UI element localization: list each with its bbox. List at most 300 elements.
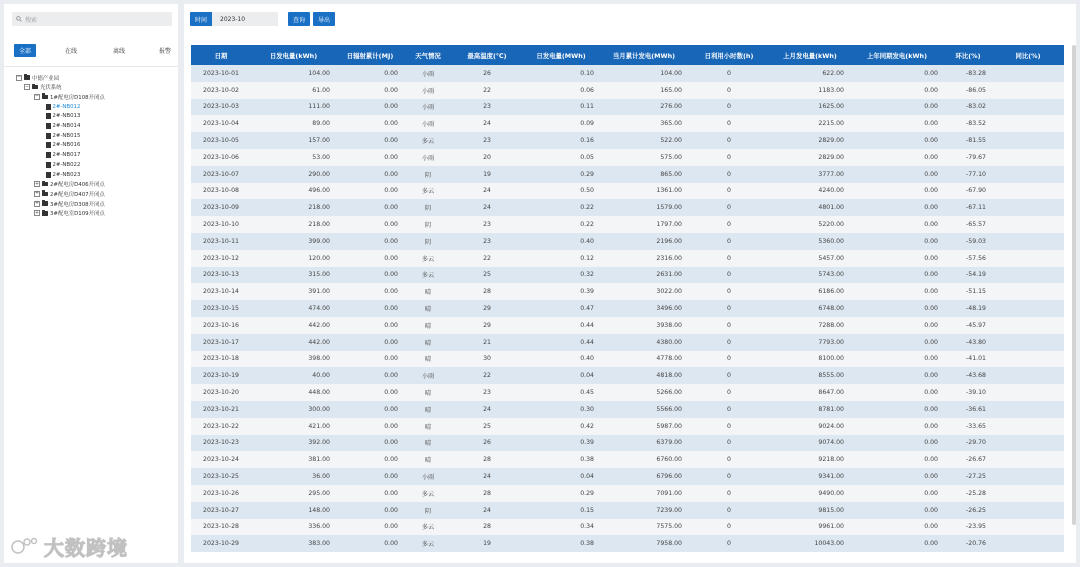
folder-icon [42,201,48,206]
table-cell: 0.05 [522,149,600,166]
table-cell: 2196.00 [600,233,688,250]
table-cell: 2023-10-21 [191,401,251,418]
table-row [191,132,1064,149]
table-cell: 0 [688,233,770,250]
table-cell: 0.00 [336,183,404,200]
table-cell: 40.00 [251,367,336,384]
tree-node-label: 3#配电室D109开闭点 [50,211,105,218]
table-cell: 24 [452,502,522,519]
table-cell: 0.00 [336,367,404,384]
table-row [191,519,1064,536]
table-cell: 2023-10-07 [191,166,251,183]
table-cell: 0 [688,65,770,82]
table-cell: 865.00 [600,166,688,183]
table-row [191,99,1064,116]
table-cell: 111.00 [251,99,336,116]
table-cell: 2023-10-20 [191,384,251,401]
table-cell: 0.44 [522,317,600,334]
table-cell: 104.00 [600,65,688,82]
device-icon [46,162,51,168]
tree-node[interactable] [16,73,59,82]
tree-node[interactable] [24,83,62,92]
table-cell: -39.10 [944,384,992,401]
tree-node[interactable] [34,199,105,208]
table-cell: 0.00 [850,216,944,233]
tree-node-label: 2#-NB014 [52,123,81,129]
table-cell: 381.00 [251,451,336,468]
table-cell: 0.06 [522,82,600,99]
tree-node[interactable] [34,209,105,218]
table-cell: 0.00 [336,435,404,452]
table-row [191,149,1064,166]
table-cell [992,451,1064,468]
table-cell: 295.00 [251,485,336,502]
column-header: 天气情况 [404,45,452,65]
table-cell [992,99,1064,116]
table-cell: 0.11 [522,99,600,116]
table-cell: 晴 [404,401,452,418]
collapse-icon[interactable]: − [24,83,30,90]
table-cell: 290.00 [251,166,336,183]
table-cell: 442.00 [251,317,336,334]
table-cell: 165.00 [600,82,688,99]
table-cell: 2023-10-08 [191,183,251,200]
table-cell: 5987.00 [600,418,688,435]
column-header: 环比(%) [944,45,992,65]
table-cell: 晴 [404,351,452,368]
table-row [191,435,1064,452]
table-cell: 391.00 [251,283,336,300]
table-cell: 398.00 [251,351,336,368]
table-cell: -54.19 [944,267,992,284]
table-cell: 多云 [404,132,452,149]
table-cell: -27.25 [944,468,992,485]
table-cell: 6796.00 [600,468,688,485]
table-cell: 多云 [404,267,452,284]
table-cell: 622.00 [770,65,850,82]
table-cell: 448.00 [251,384,336,401]
tree-node[interactable] [46,112,80,121]
table-cell: 24 [452,199,522,216]
table-cell: 26 [452,65,522,82]
table-row [191,351,1064,368]
device-sidebar [4,4,178,563]
search-button[interactable]: 查询 [288,12,310,26]
table-cell: -79.67 [944,149,992,166]
table-cell: 148.00 [251,502,336,519]
table-cell: 0.00 [850,233,944,250]
export-button[interactable]: 导出 [313,12,335,26]
tree-node-label: 2#-NB013 [52,113,81,120]
table-cell: 0.00 [850,166,944,183]
table-cell: 0 [688,82,770,99]
table-cell: 多云 [404,183,452,200]
table-cell: 0.00 [336,351,404,368]
table-row [191,418,1064,435]
table-cell: 阴 [404,216,452,233]
table-cell: 0 [688,183,770,200]
table-scrollbar[interactable] [1072,45,1076,525]
table-cell: 5220.00 [770,216,850,233]
table-cell: 9341.00 [770,468,850,485]
table-cell: 2023-10-25 [191,468,251,485]
device-icon [46,142,51,148]
tree-node-label: 2#-NB023 [52,171,81,178]
table-cell: 0.00 [336,485,404,502]
table-cell: 0.00 [336,519,404,536]
table-row [191,183,1064,200]
table-cell: 0 [688,334,770,351]
expand-icon[interactable]: + [34,200,40,207]
tree-node[interactable] [46,141,80,150]
table-row [191,535,1064,552]
table-cell: 晴 [404,283,452,300]
column-header: 日利用小时数(h) [688,45,770,65]
table-cell: 53.00 [251,149,336,166]
filter-alarm-button[interactable]: 报警 [158,48,171,55]
device-icon [46,152,51,158]
table-cell: 0.15 [522,502,600,519]
table-cell: 0.00 [850,267,944,284]
table-cell: 20 [452,149,522,166]
table-row [191,250,1064,267]
device-icon [46,113,51,119]
table-cell: 120.00 [251,250,336,267]
table-cell: 4778.00 [600,351,688,368]
table-cell: 0.00 [850,435,944,452]
table-cell: -83.28 [944,65,992,82]
filter-offline-button[interactable]: 离线 [112,48,125,55]
table-cell [992,317,1064,334]
table-cell: 2023-10-28 [191,519,251,536]
table-cell: 2023-10-13 [191,267,251,284]
collapse-icon[interactable]: − [34,93,40,100]
table-cell: 1579.00 [600,199,688,216]
table-cell: 0.00 [336,250,404,267]
collapse-icon[interactable]: − [16,74,22,80]
table-cell: 5360.00 [770,233,850,250]
column-header: 当月累计发电(MWh) [600,45,688,65]
column-header: 上年同期发电(kWh) [850,45,944,65]
table-cell: 阴 [404,502,452,519]
table-cell: 1183.00 [770,82,850,99]
expand-icon[interactable]: + [34,180,40,187]
table-cell [992,233,1064,250]
tree-node[interactable] [46,151,80,160]
table-cell: 晴 [404,418,452,435]
report-table [191,45,1064,552]
device-icon [46,123,51,129]
table-cell: 0 [688,502,770,519]
table-cell: 522.00 [600,132,688,149]
table-cell: 0.00 [336,149,404,166]
expand-icon[interactable]: + [34,190,40,197]
table-cell: 0.09 [522,115,600,132]
table-cell: 442.00 [251,334,336,351]
table-cell: 157.00 [251,132,336,149]
table-cell: 24 [452,401,522,418]
folder-icon [24,75,30,80]
tree-node[interactable] [34,189,105,198]
table-cell: 0.00 [336,216,404,233]
table-cell: -43.68 [944,367,992,384]
table-cell: 3777.00 [770,166,850,183]
table-row [191,451,1064,468]
column-header: 日发电量(MWh) [522,45,600,65]
table-cell: 3938.00 [600,317,688,334]
table-cell [992,502,1064,519]
table-cell: 2023-10-29 [191,535,251,552]
table-row [191,384,1064,401]
table-cell: -25.28 [944,485,992,502]
table-cell: 2023-10-22 [191,418,251,435]
table-cell: 0.00 [336,82,404,99]
table-cell: 0.00 [850,317,944,334]
table-cell: 0.00 [850,418,944,435]
table-cell: 0.44 [522,334,600,351]
table-cell [992,485,1064,502]
table-cell: -83.02 [944,99,992,116]
tree-node-label: 2#配电房D406开闭点 [50,182,105,189]
table-cell: 28 [452,283,522,300]
table-cell: 0 [688,267,770,284]
table-cell: 0.39 [522,283,600,300]
tree-node-label: 2#-NB015 [52,132,81,139]
table-cell [992,65,1064,82]
table-cell: 0.16 [522,132,600,149]
table-cell: 小雨 [404,115,452,132]
table-cell: 23 [452,216,522,233]
table-cell: 30 [452,351,522,368]
report-panel [184,4,1076,563]
table-cell: 0.38 [522,451,600,468]
table-cell: 2829.00 [770,149,850,166]
table-cell: 0.50 [522,183,600,200]
table-cell [992,535,1064,552]
table-cell: 0.00 [850,401,944,418]
table-cell: 2023-10-11 [191,233,251,250]
expand-icon[interactable]: + [34,209,40,216]
table-cell: 2023-10-24 [191,451,251,468]
table-cell: 7288.00 [770,317,850,334]
table-cell [992,418,1064,435]
table-cell: 0 [688,300,770,317]
column-header: 同比(%) [992,45,1064,65]
tree-node[interactable] [34,180,105,189]
tree-node-label: 2#-NB022 [52,161,81,168]
table-cell: 2023-10-27 [191,502,251,519]
sidebar-divider [4,66,178,67]
table-cell: 0.00 [850,199,944,216]
table-cell: 0.30 [522,401,600,418]
tree-node[interactable] [46,131,80,140]
table-cell: 0 [688,351,770,368]
table-cell: -83.52 [944,115,992,132]
table-cell: 23 [452,132,522,149]
table-cell: 0 [688,401,770,418]
tree-node-label: 1#配电房D108开闭点 [50,94,105,101]
table-cell: -20.76 [944,535,992,552]
table-cell: 小雨 [404,65,452,82]
table-cell: 421.00 [251,418,336,435]
table-cell: 36.00 [251,468,336,485]
table-cell: 0.00 [336,334,404,351]
table-cell: 2023-10-05 [191,132,251,149]
table-cell: 28 [452,519,522,536]
table-cell: 336.00 [251,519,336,536]
table-cell: 23 [452,233,522,250]
table-cell: 28 [452,485,522,502]
table-cell: 0.00 [336,317,404,334]
table-cell: 0.00 [336,502,404,519]
table-cell: 2023-10-10 [191,216,251,233]
table-cell: -45.97 [944,317,992,334]
table-cell [992,216,1064,233]
table-cell: 0 [688,283,770,300]
tree-node[interactable] [46,160,80,169]
time-label: 时间 [190,12,212,26]
table-cell [992,519,1064,536]
table-row [191,82,1064,99]
table-cell: -65.57 [944,216,992,233]
table-cell: 晴 [404,334,452,351]
status-filter-group [10,44,176,58]
table-cell: -57.56 [944,250,992,267]
table-cell: 0 [688,485,770,502]
column-header: 上月发电量(kWh) [770,45,850,65]
table-cell: 8100.00 [770,351,850,368]
table-cell: 1625.00 [770,99,850,116]
table-cell: 2829.00 [770,132,850,149]
filter-online-button[interactable]: 在线 [64,48,77,55]
table-cell: 392.00 [251,435,336,452]
table-cell: 0.32 [522,267,600,284]
table-cell: 0.00 [336,199,404,216]
table-cell: 6748.00 [770,300,850,317]
table-cell [992,82,1064,99]
table-cell: 1361.00 [600,183,688,200]
table-cell: 2023-10-03 [191,99,251,116]
table-cell: -41.01 [944,351,992,368]
table-cell: 多云 [404,485,452,502]
table-cell [992,267,1064,284]
table-cell: 0 [688,451,770,468]
tree-node[interactable] [46,102,80,111]
table-cell: -77.10 [944,166,992,183]
folder-icon [42,192,48,197]
tree-node[interactable] [46,122,80,131]
table-cell: 0.00 [850,65,944,82]
table-cell: 0.00 [336,115,404,132]
table-cell: 218.00 [251,199,336,216]
table-cell: 19 [452,535,522,552]
table-cell: 0.00 [850,351,944,368]
table-cell: 23 [452,99,522,116]
table-row [191,216,1064,233]
table-row [191,468,1064,485]
tree-node-label: 2#-NB016 [52,142,81,149]
table-cell: 365.00 [600,115,688,132]
table-cell: 24 [452,115,522,132]
table-cell: 19 [452,166,522,183]
tree-node[interactable] [46,170,80,179]
month-picker[interactable]: 2023-10 [212,12,278,26]
table-cell: 0.00 [850,535,944,552]
table-row [191,485,1064,502]
table-cell: -59.03 [944,233,992,250]
table-cell: 0.00 [850,99,944,116]
table-row [191,317,1064,334]
table-cell: 0.00 [850,334,944,351]
table-cell: 10043.00 [770,535,850,552]
table-cell: 2023-10-01 [191,65,251,82]
table-cell: 多云 [404,519,452,536]
table-row [191,65,1064,82]
table-cell: 5743.00 [770,267,850,284]
table-cell: 2023-10-19 [191,367,251,384]
table-row [191,166,1064,183]
table-row [191,502,1064,519]
table-row [191,367,1064,384]
filter-all-button[interactable]: 全部 [14,44,36,57]
table-cell: 22 [452,367,522,384]
table-cell: 7793.00 [770,334,850,351]
table-cell: 2023-10-06 [191,149,251,166]
table-cell: 7239.00 [600,502,688,519]
table-cell: -36.61 [944,401,992,418]
table-cell: 0.00 [850,132,944,149]
table-cell: 300.00 [251,401,336,418]
table-cell: 0 [688,384,770,401]
table-row [191,267,1064,284]
table-cell: 0.10 [522,65,600,82]
table-cell: 0 [688,250,770,267]
table-cell: 0.22 [522,199,600,216]
table-cell: 2023-10-26 [191,485,251,502]
tree-node-label: 2#-NB012 [52,103,81,110]
table-cell: 0.00 [336,283,404,300]
table-cell: 8647.00 [770,384,850,401]
table-cell: -81.55 [944,132,992,149]
table-cell: 0.00 [850,451,944,468]
table-cell: 0.00 [336,267,404,284]
table-cell: 0.04 [522,367,600,384]
table-row [191,300,1064,317]
table-cell: 阴 [404,166,452,183]
table-cell: 315.00 [251,267,336,284]
table-cell: 5266.00 [600,384,688,401]
tree-node[interactable] [34,92,105,101]
table-cell: 2023-10-12 [191,250,251,267]
table-cell: 9218.00 [770,451,850,468]
table-cell: 晴 [404,435,452,452]
table-cell: 0 [688,435,770,452]
search-input[interactable] [12,12,172,26]
table-cell: 6186.00 [770,283,850,300]
table-cell: 0.04 [522,468,600,485]
table-cell: 晴 [404,451,452,468]
table-cell: 25 [452,267,522,284]
table-cell: 5566.00 [600,401,688,418]
table-cell: 阴 [404,233,452,250]
table-cell: 7958.00 [600,535,688,552]
table-cell: 9074.00 [770,435,850,452]
table-cell: 0.00 [336,468,404,485]
folder-icon [42,95,48,100]
table-cell: 0.00 [336,418,404,435]
table-cell: -67.11 [944,199,992,216]
table-cell: 2215.00 [770,115,850,132]
